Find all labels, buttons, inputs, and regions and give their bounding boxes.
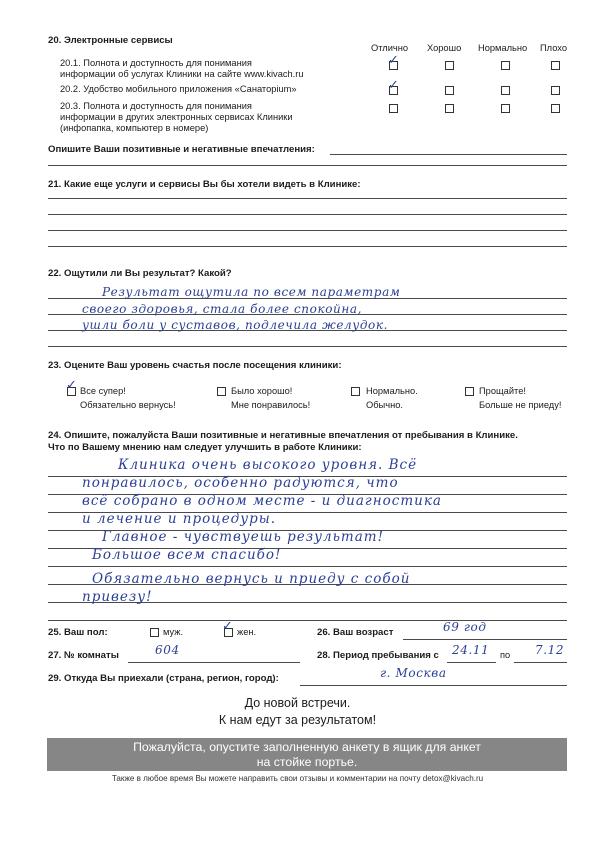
closing-line1: До новой встречи. (244, 696, 351, 710)
happiness-option-1-line1: Все супер! (80, 386, 126, 396)
checkbox-20-2-bad[interactable] (551, 86, 560, 95)
answer-line[interactable] (48, 620, 567, 621)
gender-male-label: муж. (163, 627, 184, 637)
handwritten-answer-24: привезу! (82, 589, 153, 605)
checkbox-20-3-excellent[interactable] (389, 104, 398, 113)
answer-line[interactable] (48, 346, 567, 347)
handwritten-answer-22: своего здоровья, стала более спокойна, (82, 302, 363, 316)
happiness-option-4-line2: Больше не приеду! (479, 400, 562, 410)
question-20-1 (60, 58, 304, 80)
origin-label: 29. Откуда Вы приехали (страна, регион, город): (48, 673, 279, 684)
checkbox-20-3-bad[interactable] (551, 104, 560, 113)
question-20-3-line1: 20.3. Полнота и доступность для понимания (60, 101, 252, 111)
section22-title: 22. Ощутили ли Вы результат? Какой? (48, 268, 232, 279)
room-label: 27. № комнаты (48, 650, 119, 661)
stay-to-field[interactable] (514, 662, 567, 663)
question-20-2 (60, 84, 297, 95)
section20-comment-prompt: Опишите Ваши позитивные и негативные впечатления: (48, 144, 315, 155)
closing-line2: К нам едут за результатом! (218, 713, 377, 727)
stay-from-field[interactable] (447, 662, 496, 663)
gender-male-checkbox[interactable] (150, 628, 159, 637)
banner-line2: на стойке портье. (256, 755, 358, 769)
checkbox-20-1-normal[interactable] (501, 61, 510, 70)
handwritten-answer-24: Главное - чувствуешь результат! (102, 529, 384, 545)
column-excellent: Отлично (371, 43, 409, 53)
room-value: 604 (155, 643, 180, 657)
question-20-2-line1: 20.2. Удобство мобильного приложения «Санаторium» (60, 84, 297, 94)
gender-female-label: жен. (237, 627, 257, 637)
comment-line[interactable] (330, 154, 567, 155)
question-20-1-line1: 20.1. Полнота и доступность для понимания (60, 58, 252, 68)
handwritten-answer-22: Результат ощутила по всем параметрам (102, 285, 401, 299)
handwritten-answer-24: и лечение и процедуры. (82, 511, 276, 527)
checkmark-icon: ✓ (222, 619, 233, 634)
stay-to-label: по (500, 650, 511, 660)
room-field[interactable] (128, 662, 300, 663)
handwritten-answer-24: Обязательно вернусь и приеду с собой (92, 571, 411, 587)
happiness-option-1-line2: Обязательно вернусь! (80, 400, 176, 410)
answer-line[interactable] (48, 214, 567, 215)
checkmark-icon: ✓ (388, 78, 399, 93)
column-normal: Нормально (478, 43, 528, 53)
section20-title: 20. Электронные сервисы (48, 35, 173, 46)
happiness-option-2-checkbox[interactable] (217, 387, 226, 396)
handwritten-answer-24: Большое всем спасибо! (92, 547, 282, 563)
stay-period-label: 28. Период пребывания с (317, 650, 439, 661)
checkbox-20-1-good[interactable] (445, 61, 454, 70)
section24-title-line1: 24. Опишите, пожалуйста Ваши позитивные и негативные впечатления от пребывания в Клинике. (48, 430, 518, 441)
checkbox-20-3-normal[interactable] (501, 104, 510, 113)
origin-field[interactable] (300, 685, 567, 686)
question-20-3-line2: информации в других электронных сервисах Клиники (60, 112, 293, 122)
happiness-option-3-checkbox[interactable] (351, 387, 360, 396)
answer-line[interactable] (48, 198, 567, 199)
happiness-option-2-line2: Мне понравилось! (231, 400, 311, 410)
question-20-3-line3: (инфопапка, компьютер в номере) (60, 123, 209, 133)
drop-box-banner (47, 738, 567, 771)
question-20-1-line2: информации об услугах Клиники на сайте www.kivach.ru (60, 69, 304, 79)
handwritten-answer-24: понравилось, особенно радуются, что (82, 475, 399, 491)
banner-line1: Пожалуйста, опустите заполненную анкету в ящик для анкет (133, 740, 481, 754)
answer-line[interactable] (48, 230, 567, 231)
checkbox-20-2-good[interactable] (445, 86, 454, 95)
handwritten-answer-24: всё собрано в одном месте - и диагностика (82, 493, 442, 509)
age-label: 26. Ваш возраст (317, 627, 394, 638)
question-20-3 (60, 101, 293, 134)
happiness-option-4-line1: Прощайте! (479, 386, 526, 396)
footnote: Также в любое время Вы можете направить свои отзывы и комментарии на почту detox@kivach.ru (111, 774, 484, 783)
origin-value: г. Москва (380, 666, 447, 680)
checkbox-20-2-normal[interactable] (501, 86, 510, 95)
happiness-option-3-line1: Нормально. (366, 386, 418, 396)
happiness-option-2-line1: Было хорошо! (231, 386, 293, 396)
happiness-option-3-line2: Обычно. (366, 400, 403, 410)
happiness-option-4-checkbox[interactable] (465, 387, 474, 396)
age-value: 69 год (443, 620, 487, 634)
answer-line[interactable] (48, 246, 567, 247)
column-good: Хорошо (427, 43, 462, 53)
section23-title: 23. Оцените Ваш уровень счастья после посещения клиники: (48, 360, 342, 371)
handwritten-answer-22: ушли боли у суставов, подлечила желудок. (82, 318, 389, 332)
checkmark-icon: ✓ (66, 378, 77, 393)
section24-title-line2: Что по Вашему мнению нам следует улучшить в работе Клиники: (48, 442, 362, 453)
checkbox-20-3-good[interactable] (445, 104, 454, 113)
stay-to-value: 7.12 (535, 643, 565, 657)
checkbox-20-1-bad[interactable] (551, 61, 560, 70)
comment-line[interactable] (48, 165, 567, 166)
section21-title: 21. Какие еще услуги и сервисы Вы бы хотели видеть в Клинике: (48, 179, 361, 190)
gender-label: 25. Ваш пол: (48, 627, 108, 638)
answer-line[interactable] (48, 566, 567, 567)
stay-from-value: 24.11 (452, 643, 490, 657)
age-field[interactable] (403, 639, 567, 640)
checkmark-icon: ✓ (388, 53, 399, 68)
column-bad: Плохо (540, 43, 567, 53)
handwritten-answer-24: Клиника очень высокого уровня. Всё (118, 457, 418, 473)
